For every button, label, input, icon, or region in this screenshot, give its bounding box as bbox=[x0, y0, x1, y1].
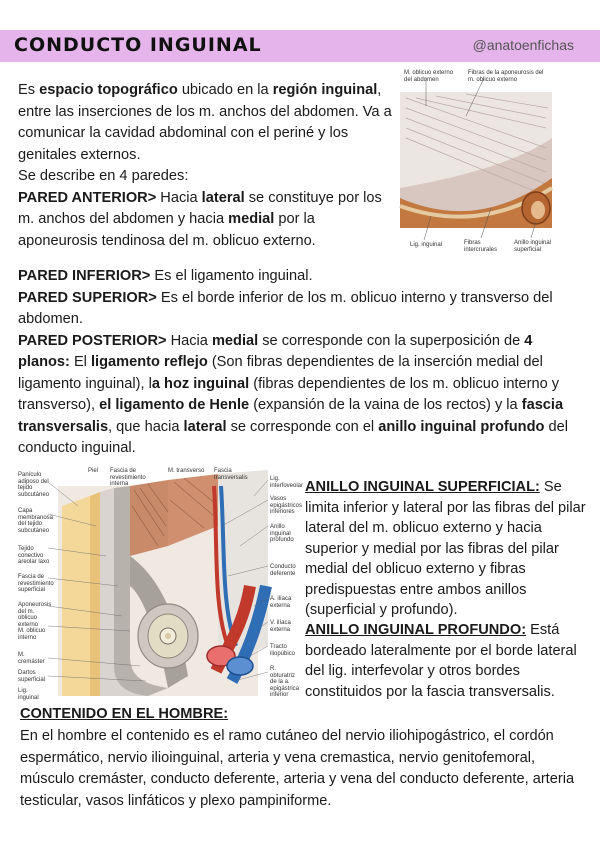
fig2-label-r-obturatriz: R. obturatriz de la a. epigástrica inferior bbox=[270, 666, 300, 698]
fig2-label-cremaster: M. cremáster bbox=[18, 652, 45, 665]
fig2-label-a-iliaca: A. ilíaca externa bbox=[270, 596, 292, 609]
header-bar bbox=[0, 30, 600, 62]
walls-paragraph: PARED INFERIOR> Es el ligamento inguinal. PARED SUPERIOR> Es el borde inferior de los m. oblicuo interno y transverso del abdomen. PARED POSTERIOR> Hacia medial se corresponde con la superposición de 4 planos: El ligamento reflejo (Son fibras dependientes de la inserción medial del ligamento inguinal), la hoz inguinal (fibras dependientes de los m. oblicuo interno y transverso), el ligamento de Henle (expansión de la vaina de los rectos) y la fascia transversalis, que hacia lateral se corresponde con el anillo inguinal profundo del conducto inguinal. bbox=[18, 268, 568, 456]
fig1-label-lig-inguinal: Lig. inguinal bbox=[410, 242, 443, 248]
fig2-label-dartos: Dartos superficial bbox=[18, 670, 46, 683]
superficial-ring-paragraph: ANILLO INGUINAL SUPERFICIAL: Se limita inferior y lateral por las fibras del pilar lateral del m. oblicuo externo y hacia superior y medial por las fibras del pilar medial del oblicuo externo y fibras predispuestas entre ambos anillos (superficial y profundo). bbox=[305, 479, 586, 618]
superficial-ring-title: ANILLO INGUINAL SUPERFICIAL: bbox=[305, 479, 540, 495]
fig2-label-conducto-deferente: Conducto deferente bbox=[270, 564, 296, 577]
page-title: CONDUCTO INGUINAL bbox=[14, 34, 262, 56]
fig2-label-oblicuo-interno: M. oblicuo interno bbox=[18, 628, 46, 641]
content-title: CONTENIDO EN EL HOMBRE: bbox=[20, 706, 229, 722]
pared-anterior-label: PARED ANTERIOR> bbox=[18, 189, 157, 206]
pared-inferior-label: PARED INFERIOR> bbox=[18, 268, 151, 284]
fig2-label-interfoveolar: Lig. interfoveolar bbox=[270, 476, 304, 489]
fig2-label-fascia-superficial: Fascia de revestimiento superficial bbox=[18, 574, 54, 593]
fig2-label-v-iliaca: V. ilíaca externa bbox=[270, 620, 291, 633]
fig2-label-fascia-transversalis: Fascia transversalis bbox=[214, 468, 248, 481]
fig2-label-capa-membranosa: Capa membranosa del tejido subcutáneo bbox=[18, 508, 54, 534]
deep-ring-title: ANILLO INGUINAL PROFUNDO: bbox=[305, 622, 527, 638]
figure-inguinal-layers-drawing bbox=[18, 466, 302, 698]
fig2-label-m-transverso: M. transverso bbox=[168, 468, 205, 474]
fig1-label-fibras-aponeurosis: Fibras de la aponeurosis del m. oblicuo externo bbox=[468, 70, 544, 83]
fig2-label-vasos-epigastricos: Vasos epigástricos inferiores bbox=[270, 496, 303, 515]
figure-superficial-ring bbox=[396, 68, 584, 258]
intro-paragraph: Es espacio topográfico ubicado en la región inguinal, entre las inserciones de los m. anchos del abdomen. Va a comunicar la cavidad abdominal con el periné y los genitales externos. Se describe en 4 paredes: PARED ANTERIOR> Hacia lateral se constituye por los m. anchos del abdomen y hacia medial por la aponeurosis tendinosa del m. oblicuo externo. bbox=[18, 82, 392, 249]
fig2-label-paniculo: Panículo adiposo del tejido subcutáneo bbox=[18, 472, 50, 498]
fig2-label-lig-inguinal: Lig. inguinal bbox=[18, 688, 39, 701]
content-paragraph: En el hombre el contenido es el ramo cutáneo del nervio iliohipogástrico, el cordón espermático, nervio ilioinguinal, arteria y vena cremastica, nervio genitofemoral, músculo cremáster, conducto deferente, arteria y vena del conducto deferente, arteria testicular, vasos linfáticos y plexo pampiniforme. bbox=[20, 728, 575, 809]
pared-posterior-label: PARED POSTERIOR> bbox=[18, 332, 167, 349]
author-handle: @anatoenfichas bbox=[472, 37, 574, 53]
fig2-label-anillo-profundo: Anillo inguinal profundo bbox=[270, 524, 294, 543]
fig1-label-anillo-superficial: Anillo inguinal superficial bbox=[514, 240, 552, 253]
deep-ring-paragraph: ANILLO INGUINAL PROFUNDO: Está bordeado lateralmente por el borde lateral del lig. interfevolar y otros bordes constituidos por la fascia transversalis. bbox=[305, 622, 577, 700]
fig2-label-fascia-interna: Fascia de revestimiento interna bbox=[110, 468, 146, 487]
fig1-label-oblicuo-externo: M. oblicuo externo del abdomen bbox=[404, 70, 454, 83]
fig2-label-piel: Piel bbox=[88, 468, 99, 474]
fig2-label-tejido-conectivo: Tejido conectivo areolar laxo bbox=[18, 546, 50, 565]
pared-superior-label: PARED SUPERIOR> bbox=[18, 289, 157, 306]
fig2-label-aponeurosis: Aponeurosis del m. oblicuo externo bbox=[18, 602, 52, 628]
figure-superficial-ring-drawing bbox=[396, 68, 584, 258]
fig2-label-tracto-iliopubico: Tracto iliopúbico bbox=[270, 644, 296, 657]
fig1-label-fibras-intercrurales: Fibras intercrurales bbox=[464, 240, 498, 253]
figure-inguinal-layers bbox=[18, 466, 304, 701]
